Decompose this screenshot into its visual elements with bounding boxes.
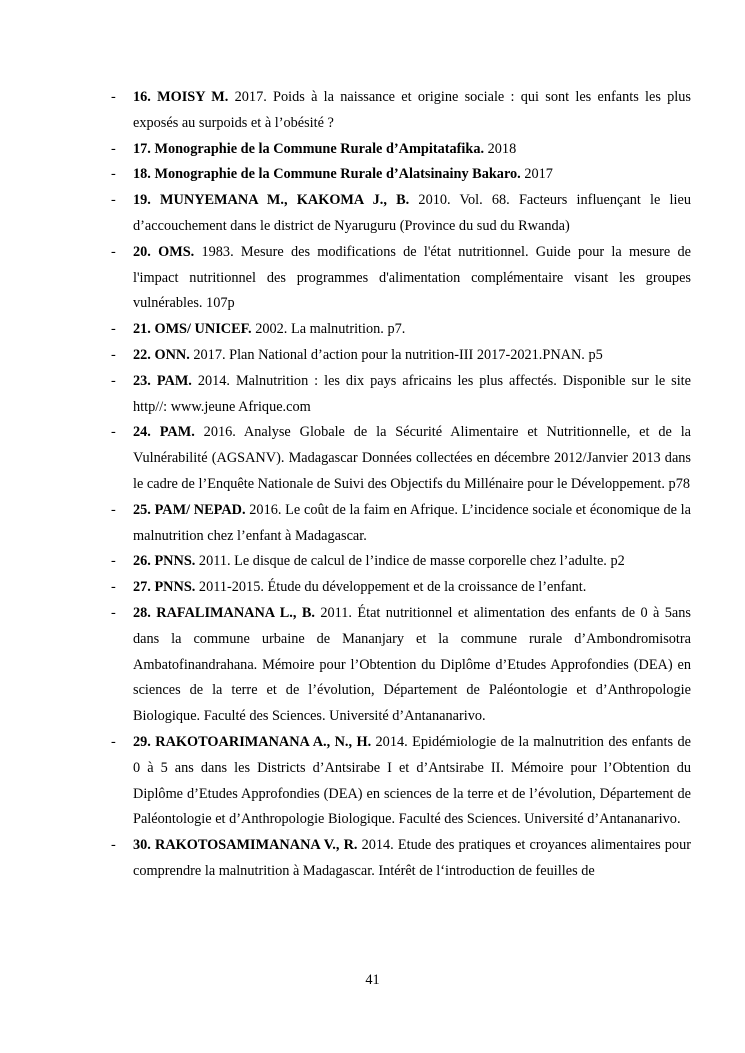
reference-item [111,85,691,137]
reference-text: 2017. Poids à la naissance et origine sociale : qui sont les enfants les plus exposés au surpoids et à l’obésité ? [133,89,691,131]
list-dash: - [111,321,116,338]
reference-text: 2011. État nutritionnel et alimentation des enfants de 0 à 5ans dans la commune urbaine de Mananjary et la commune rurale d’Ambondromisotra Ambatofinandrahana. Mémoire pour l’Obtention du Diplôme d’Etudes Approfondies (DEA) en sciences de la terre et de l’évolution, Département de Paléontologie et d’Anthropologie Biologique. Faculté des Sciences. Université d’Antananarivo. [133,604,691,725]
reference-text: 2017 [520,166,553,183]
list-dash: - [111,372,116,389]
list-dash: - [111,243,116,260]
list-dash: - [111,501,116,518]
reference-item [111,575,691,601]
list-dash: - [111,579,116,596]
reference-author: 22. ONN. [133,346,190,363]
reference-item [111,730,691,833]
reference-author: 27. PNNS. [133,579,196,596]
reference-author: 20. OMS. [133,243,195,260]
reference-author: 17. Monographie de la Commune Rurale d’Ampitatafika. [133,140,485,157]
reference-item [111,601,691,730]
reference-item [111,549,691,575]
reference-text: 2014. Malnutrition : les dix pays africains les plus affectés. Disponible sur le site http//: www.jeune Afrique.com [133,372,691,415]
reference-item [111,369,691,421]
list-dash: - [111,424,116,441]
reference-item [111,317,691,343]
reference-text: 2010. Vol. 68. Facteurs influençant le lieu d’accouchement dans le district de Nyaruguru (Province du sud du Rwanda) [133,192,691,234]
reference-item [111,343,691,369]
reference-author: 23. PAM. [133,372,192,389]
reference-author: 30. RAKOTOSAMIMANANA V., R. [133,837,358,854]
reference-text: 2014. Epidémiologie de la malnutrition des enfants de 0 à 5 ans dans les Districts d’Antsirabe I et d’Antsirabe II. Mémoire pour l’Obtention du Diplôme d’Etudes Approfondies (DEA) en sciences de la terre et de l’évolution, Département de Paléontologie et d’Anthropologie Biologique. Faculté des Sciences. Université d’Antananarivo. [133,733,691,828]
reference-text: 2011. Le disque de calcul de l’indice de masse corporelle chez l’adulte. p2 [195,553,625,570]
list-dash: - [111,604,116,621]
reference-item [111,833,691,885]
reference-text: 2011-2015. Étude du développement et de la croissance de l’enfant. [195,579,587,596]
list-dash: - [111,166,116,183]
list-dash: - [111,346,116,363]
page-number: 41 [365,972,380,988]
reference-author: 24. PAM. [133,424,195,441]
reference-author: 28. RAFALIMANANA L., B. [133,604,315,621]
reference-item [111,498,691,550]
list-dash: - [111,733,116,750]
reference-item [111,137,691,163]
reference-text: 2016. Analyse Globale de la Sécurité Alimentaire et Nutritionnelle, et de la Vulnérabilité (AGSANV). Madagascar Données collectées en décembre 2012/Janvier 2013 dans le cadre de l’Enquête Nationale de Suivi des Objectifs du Millénaire pour le Développement. p78 [133,424,692,492]
reference-author: 25. PAM/ NEPAD. [133,501,246,518]
reference-author: 16. MOISY M. [133,89,229,105]
list-dash: - [111,89,116,105]
reference-text: 2002. La malnutrition. p7. [251,321,406,338]
reference-author: 18. Monographie de la Commune Rurale d’Alatsinainy Bakaro. [133,166,521,183]
reference-author: 29. RAKOTOARIMANANA A., N., H. [133,733,372,750]
list-dash: - [111,140,116,157]
reference-item [111,420,691,497]
list-dash: - [111,837,116,854]
reference-text: 2016. Le coût de la faim en Afrique. L’incidence sociale et économique de la malnutrition chez l’enfant à Madagascar. [133,501,691,544]
reference-author: 21. OMS/ UNICEF. [133,321,252,338]
reference-item [111,240,691,317]
reference-text: 2018 [484,140,517,157]
reference-author: 26. PNNS. [133,553,196,570]
list-dash: - [111,553,116,570]
reference-text: 2017. Plan National d’action pour la nutrition-III 2017-2021.PNAN. p5 [189,346,603,363]
reference-text: 2014. Etude des pratiques et croyances alimentaires pour comprendre la malnutrition à Madagascar. Intérêt de l‘introduction de feuilles de [133,837,691,879]
reference-list [111,85,691,885]
reference-item [111,162,691,188]
reference-item [111,188,691,240]
reference-text: 1983. Mesure des modifications de l'état nutritionnel. Guide pour la mesure de l'impact nutritionnel des programmes d'alimentation complémentaire visant les groupes vulnérables. 107p [133,243,691,312]
list-dash: - [111,192,116,209]
reference-author: 19. MUNYEMANA M., KAKOMA J., B. [133,192,410,209]
